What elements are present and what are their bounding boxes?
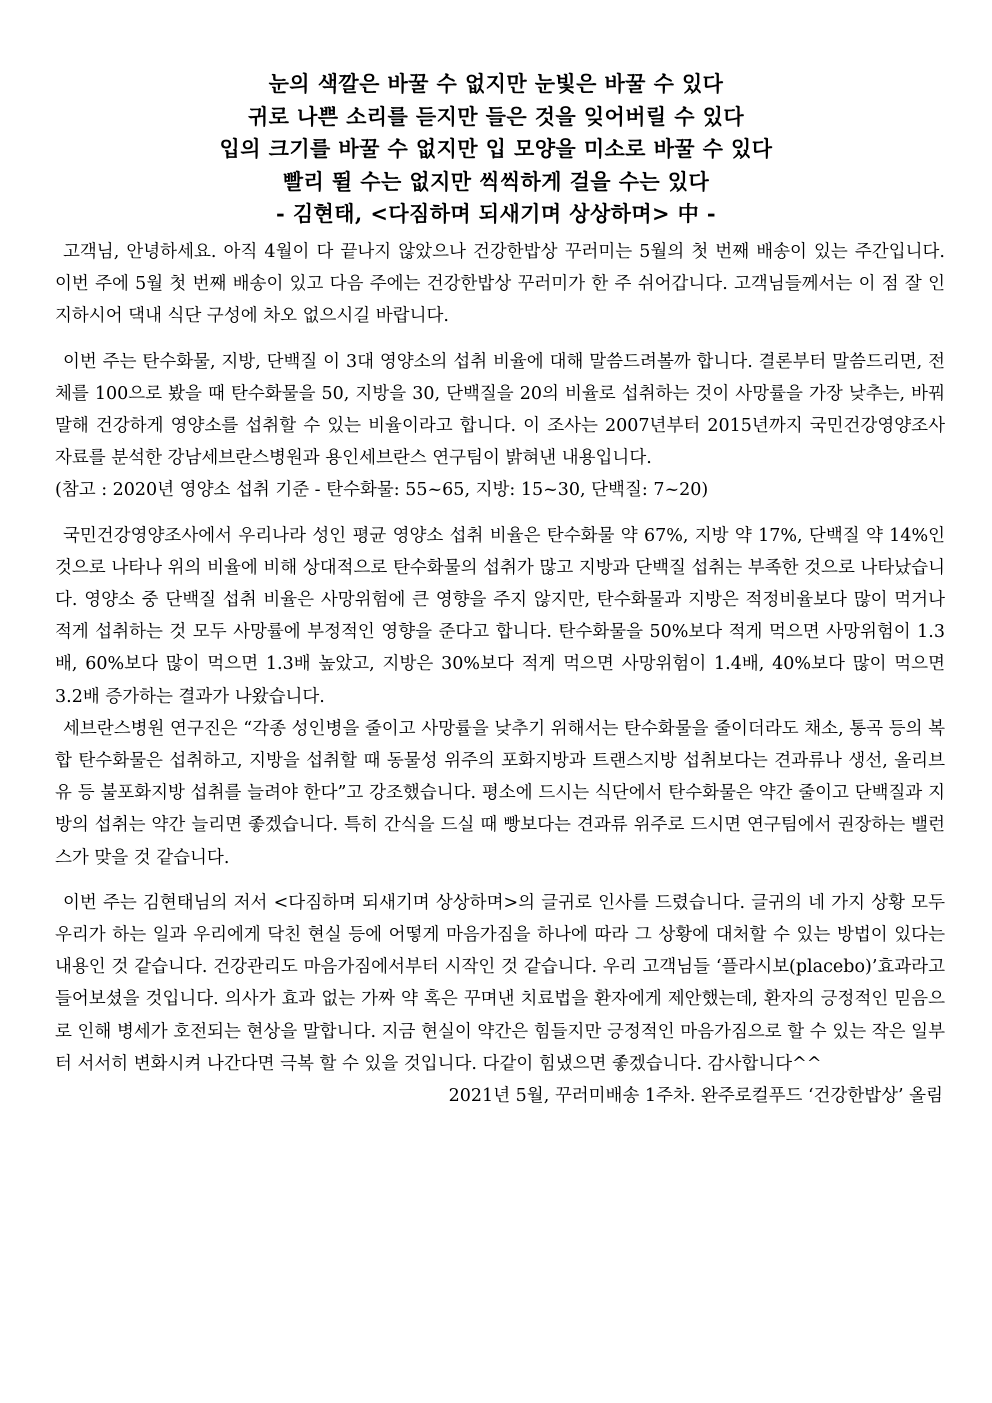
paragraph-greeting: 고객님, 안녕하세요. 아직 4월이 다 끝나지 않았으나 건강한밥상 꾸러미는 5월의 첫 번째 배송이 있는 주간입니다. 이번 주에 5월 첫 번째 배송이 있고 다음 주에는 건강한밥상 꾸러미가 한 주 쉬어갑니다. 고객님들께서는 이 점 잘 인지하시어 댁내 식단 구성에 차오 없으시길 바랍니다. <box>55 242 945 327</box>
letter-body <box>55 236 945 1112</box>
reference-note: (참고 : 2020년 영양소 섭취 기준 - 탄수화물: 55~65, 지방: 15~30, 단백질: 7~20) <box>55 480 709 501</box>
paragraph-survey-results: 국민건강영양조사에서 우리나라 성인 평균 영양소 섭취 비율은 탄수화물 약 67%, 지방 약 17%, 단백질 약 14%인 것으로 나타나 위의 비율에 비해 상대적으로 탄수화물의 섭취가 많고 지방과 단백질 섭취는 부족한 것으로 나타났습니다. 영양소 중 단백질 섭취 비율은 사망위험에 큰 영향을 주지 않지만, 탄수화물과 지방은 적정비율보다 많이 먹거나 적게 섭취하는 것 모두 사망률에 부정적인 영향을 준다고 합니다. 탄수화물을 50%보다 적게 먹으면 사망위험이 1.3배, 60%보다 많이 먹으면 1.3배 높았고, 지방은 30%보다 적게 먹으면 사망위험이 1.4배, 40%보다 많이 먹으면 3.2배 증가하는 결과가 나왔습니다. <box>55 525 945 707</box>
poem-line: 눈의 색깔은 바꿀 수 없지만 눈빛은 바꿀 수 있다 <box>268 71 724 96</box>
poem-line: 귀로 나쁜 소리를 듣지만 들은 것을 잊어버릴 수 있다 <box>247 103 745 129</box>
poem-line: 빨리 뛸 수는 없지만 씩씩하게 걸을 수는 있다 <box>282 168 710 194</box>
paragraph-nutrient-ratio: 이번 주는 탄수화물, 지방, 단백질 이 3대 영양소의 섭취 비율에 대해 말씀드려볼까 합니다. 결론부터 말씀드리면, 전체를 100으로 봤을 때 탄수화물을 50, 지방을 30, 단백질을 20의 비율로 섭취하는 것이 사망률을 가장 낮추는, 바꿔 말해 건강하게 영양소를 섭취할 수 있는 비율이라고 합니다. 이 조사는 2007년부터 2015년까지 국민건강영양조사 자료를 분석한 강남세브란스병원과 용인세브란스 연구팀이 밝혀낸 내용입니다. <box>55 351 945 469</box>
poem-source: - 김현태, <다짐하며 되새기며 상상하며> 中 - <box>276 201 716 226</box>
paragraph-closing: 이번 주는 김현태님의 저서 <다짐하며 되새기며 상상하며>의 글귀로 인사를 드렸습니다. 글귀의 네 가지 상황 모두 우리가 하는 일과 우리에게 닥친 현실 등에 어떻게 마음가짐을 하나에 따라 그 상황에 대처할 수 있는 방법이 있다는 내용인 것 같습니다. 건강관리도 마음가짐에서부터 시작인 것 같습니다. 우리 고객님들 ‘플라시보(placebo)’효과라고 들어보셨을 것입니다. 의사가 효과 없는 가짜 약 혹은 꾸며낸 치료법을 환자에게 제안했는데, 환자의 긍정적인 믿음으로 인해 병세가 호전되는 현상을 말합니다. 지금 현실이 약간은 힘들지만 긍정적인 마음가짐으로 할 수 있는 작은 일부터 서서히 변화시켜 나간다면 극복 할 수 있을 것입니다. 다같이 힘냈으면 좋겠습니다. 감사합니다^^ <box>55 892 945 1074</box>
poem-line: 입의 크기를 바꿀 수 없지만 입 모양을 미소로 바꿀 수 있다 <box>219 136 773 161</box>
paragraph-research-advice: 세브란스병원 연구진은 “각종 성인병을 줄이고 사망률을 낮추기 위해서는 탄수화물을 줄이더라도 채소, 통곡 등의 복합 탄수화물은 섭취하고, 지방을 섭취할 때 동물성 위주의 포화지방과 트랜스지방 섭취보다는 견과류나 생선, 올리브유 등 불포화지방 섭취를 늘려야 한다”고 강조했습니다. 평소에 드시는 식단에서 탄수화물은 약간 줄이고 단백질과 지방의 섭취는 약간 늘리면 좋겠습니다. 특히 간식을 드실 때 빵보다는 견과류 위주로 드시면 연구팀에서 권장하는 밸런스가 맞을 것 같습니다. <box>55 718 945 868</box>
opening-poem <box>60 68 932 231</box>
signature-line: 2021년 5월, 꾸러미배송 1주차. 완주로컬푸드 ‘건강한밥상’ 올림 <box>448 1086 943 1107</box>
